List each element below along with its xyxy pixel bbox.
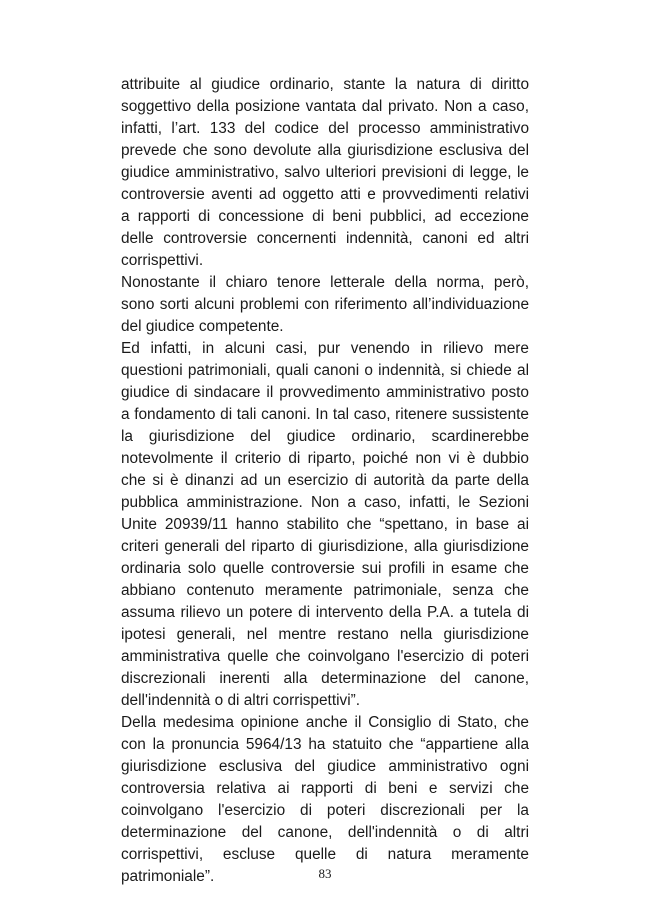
text-line: corrispettivi.	[121, 252, 204, 269]
text-line: patrimoniale”.	[121, 868, 215, 885]
text-line: giurisdizione esclusiva del giudice amministrativo ogni	[121, 758, 529, 775]
text-line: pubblica amministrazione. Non a caso, infatti, le Sezioni	[121, 494, 529, 511]
text-line: Ed infatti, in alcuni casi, pur venendo in rilievo mere	[121, 340, 529, 357]
page-number: 83	[318, 866, 332, 881]
paragraph-4	[121, 712, 529, 888]
paragraph-1	[121, 74, 529, 272]
text-line: la giurisdizione del giudice ordinario, scardinerebbe	[121, 428, 529, 445]
text-line: Unite 20939/11 hanno stabilito che “spettano, in base ai	[121, 516, 529, 533]
text-line: Nonostante il chiaro tenore letterale della norma, però,	[121, 274, 529, 291]
text-line: prevede che sono devolute alla giurisdizione esclusiva del	[121, 142, 529, 159]
text-line: Della medesima opinione anche il Consiglio di Stato, che	[121, 714, 529, 731]
text-line: ordinaria solo quelle controversie sui profili in esame che	[121, 560, 529, 577]
text-line: assuma rilievo un potere di intervento della P.A. a tutela di	[121, 604, 529, 621]
text-line: a fondamento di tali canoni. In tal caso, ritenere sussistente	[121, 406, 529, 423]
text-line: a rapporti di concessione di beni pubblici, ad eccezione	[121, 208, 529, 225]
text-line: corrispettivi, escluse quelle di natura meramente	[121, 846, 529, 863]
text-line: determinazione del canone, dell'indennità o di altri	[121, 824, 529, 841]
text-line: giudice di sindacare il provvedimento amministrativo posto	[121, 384, 529, 401]
text-line: che si è dinanzi ad un esercizio di autorità da parte della	[121, 472, 529, 489]
text-line: del giudice competente.	[121, 318, 284, 335]
text-line: amministrativa quelle che coinvolgano l'esercizio di poteri	[121, 648, 529, 665]
body-text	[121, 74, 529, 888]
text-line: dell'indennità o di altri corrispettivi”.	[121, 692, 361, 709]
text-line: ipotesi generali, nel mentre restano nella giurisdizione	[121, 626, 529, 643]
text-line: discrezionali inerenti alla determinazione del canone,	[121, 670, 529, 687]
text-line: delle controversie concernenti indennità, canoni ed altri	[121, 230, 529, 247]
text-line: controversia relativa ai rapporti di beni e servizi che	[121, 780, 529, 797]
text-line: notevolmente il criterio di riparto, poiché non vi è dubbio	[121, 450, 529, 467]
text-line: attribuite al giudice ordinario, stante la natura di diritto	[121, 76, 529, 93]
text-line: giudice amministrativo, salvo ulteriori previsioni di legge, le	[121, 164, 529, 181]
text-line: questioni patrimoniali, quali canoni o indennità, si chiede al	[121, 362, 529, 379]
text-line: soggettivo della posizione vantata dal privato. Non a caso,	[121, 98, 529, 115]
text-line: con la pronuncia 5964/13 ha statuito che “appartiene alla	[121, 736, 529, 753]
text-line: coinvolgano l'esercizio di poteri discrezionali per la	[121, 802, 529, 819]
text-line: criteri generali del riparto di giurisdizione, alla giurisdizione	[121, 538, 529, 555]
text-line: abbiano contenuto meramente patrimoniale, senza che	[121, 582, 529, 599]
text-line: infatti, l’art. 133 del codice del processo amministrativo	[121, 120, 529, 137]
paragraph-3	[121, 338, 529, 712]
text-line: controversie aventi ad oggetto atti e provvedimenti relativi	[121, 186, 529, 203]
text-line: sono sorti alcuni problemi con riferimento all’individuazione	[121, 296, 529, 313]
paragraph-2	[121, 272, 529, 338]
